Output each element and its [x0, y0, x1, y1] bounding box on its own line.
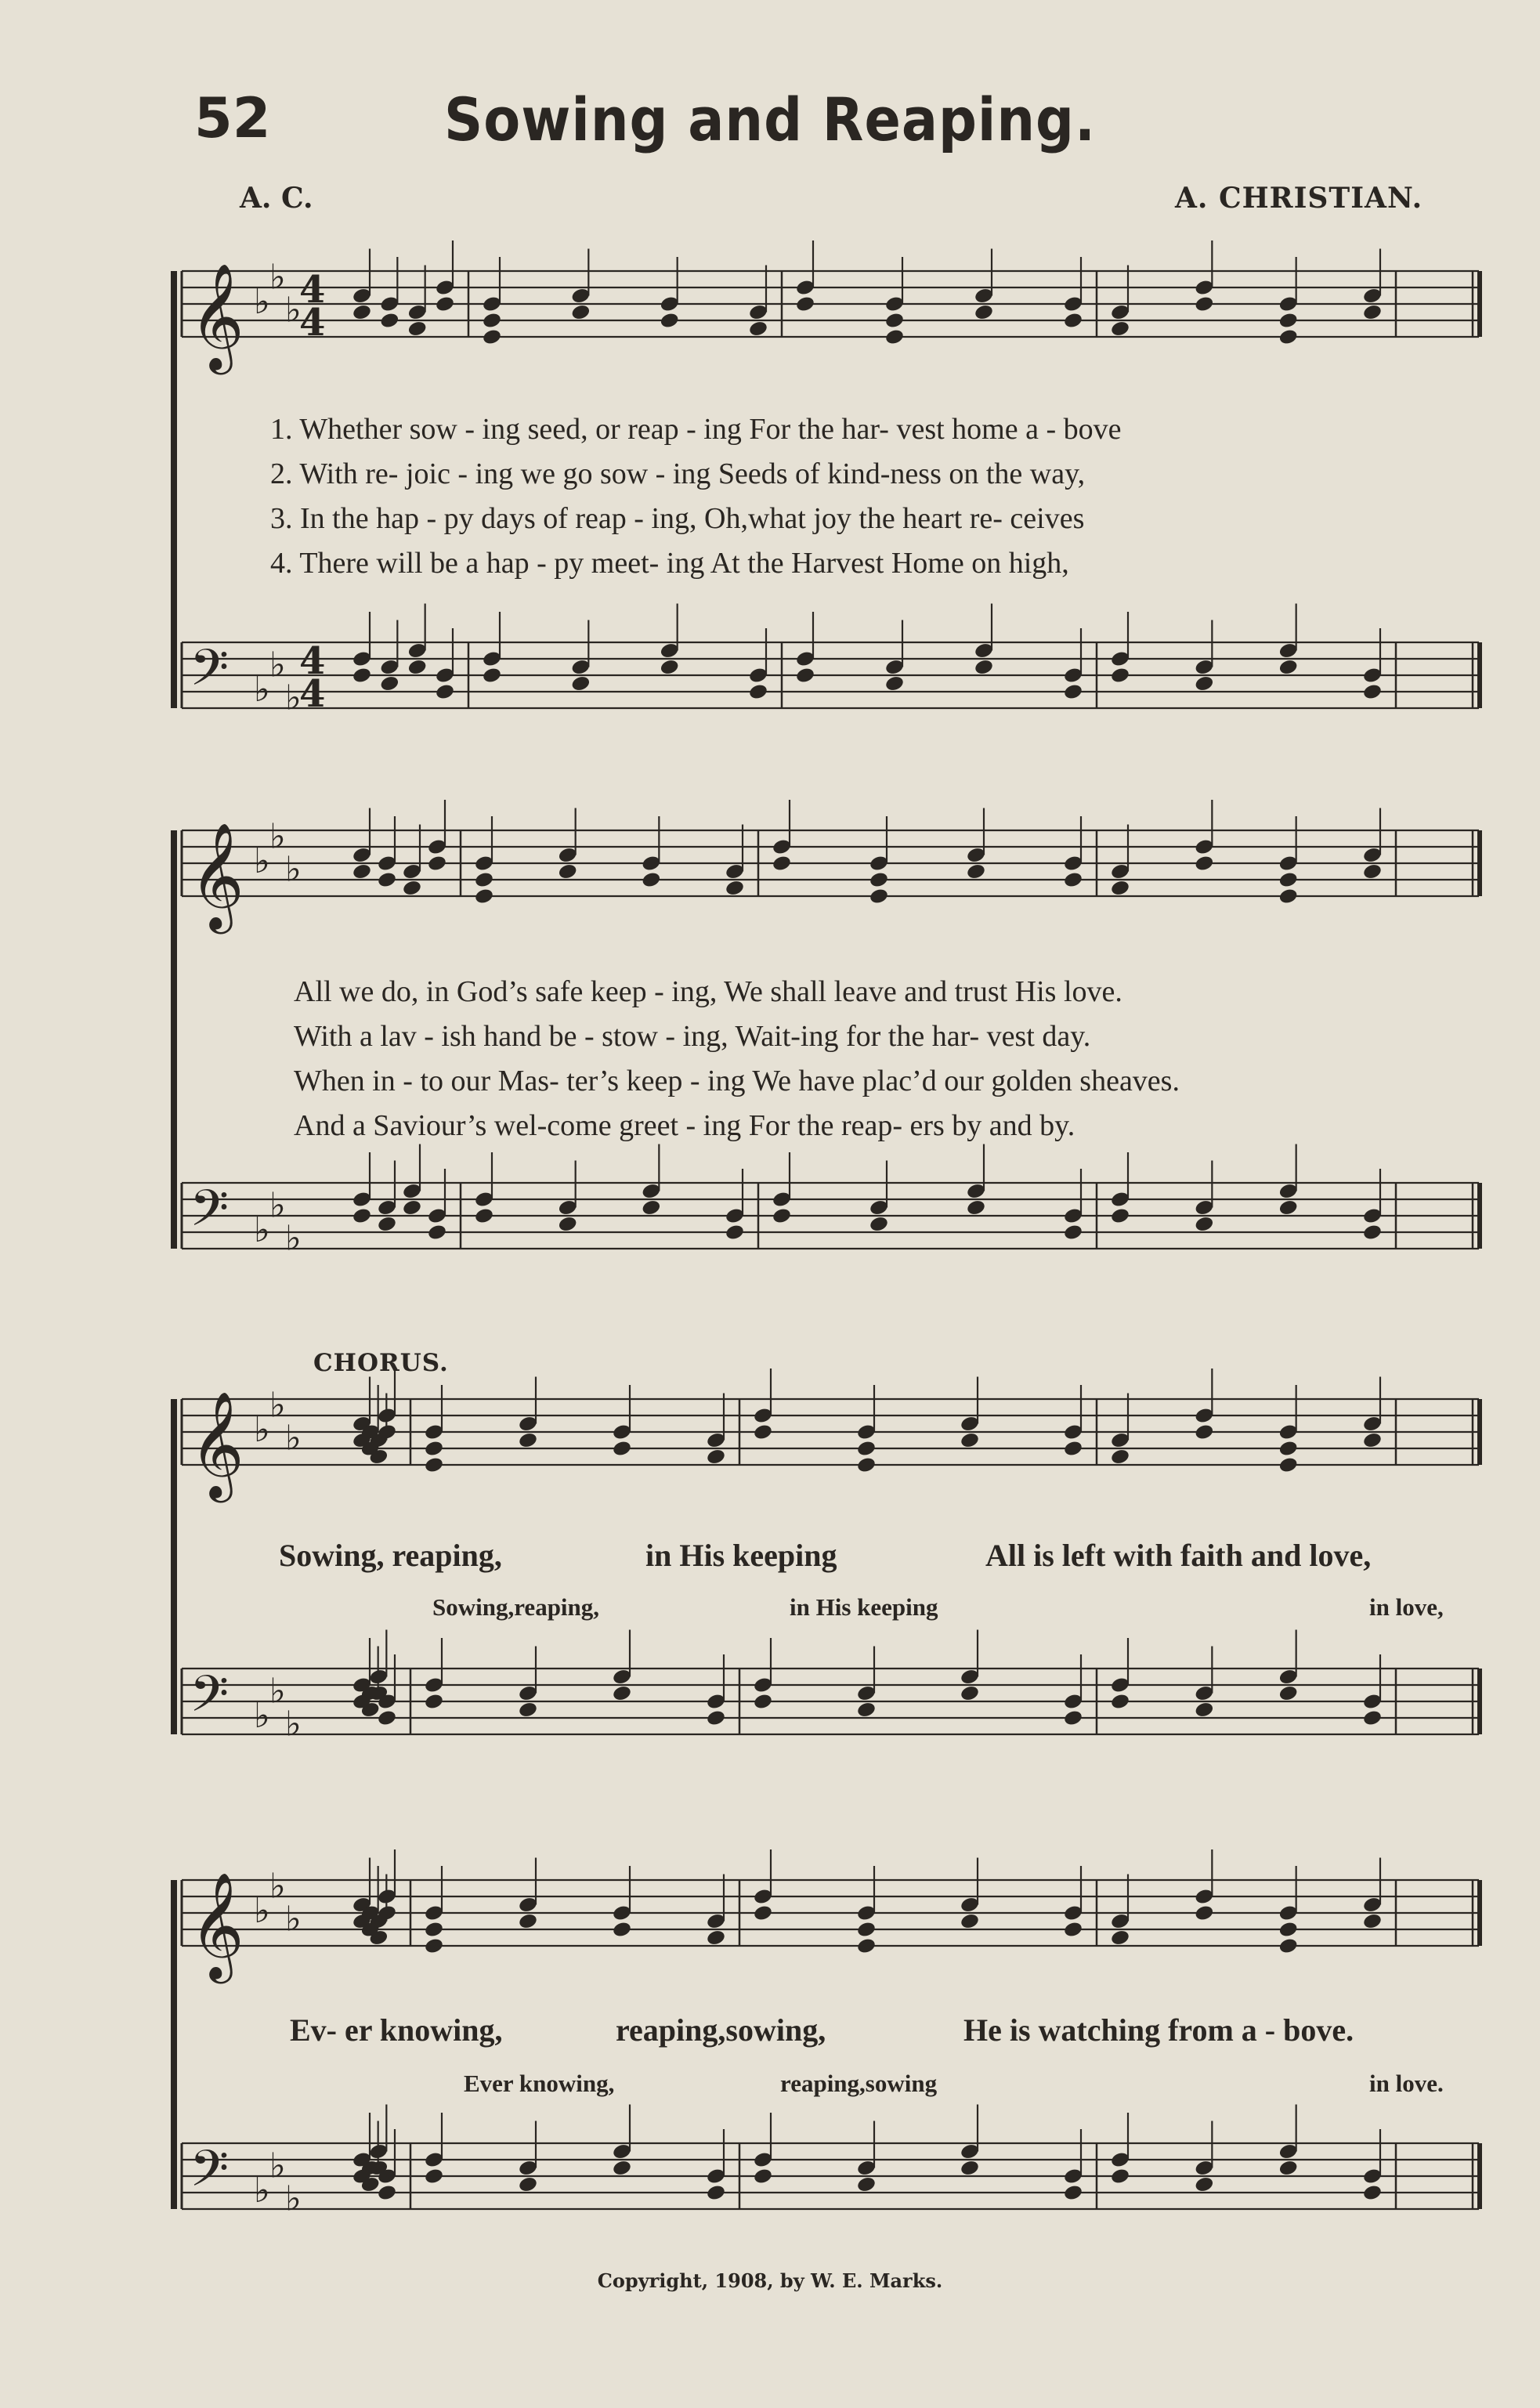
- flat-icon: ♭: [285, 849, 302, 890]
- copyright-notice: Copyright, 1908, by W. E. Marks.: [597, 2269, 943, 2292]
- notehead: [1110, 667, 1130, 685]
- notehead: [869, 1215, 889, 1233]
- verse-4-line-2: And a Saviour’s wel-come greet - ing For the reap- ers by and by.: [294, 1109, 1075, 1142]
- chorus-label: CHORUS.: [313, 1349, 449, 1377]
- notehead: [748, 683, 768, 701]
- notehead: [1362, 1224, 1383, 1242]
- notehead: [772, 855, 792, 873]
- notehead: [1063, 1921, 1083, 1939]
- verse-1-line-2: All we do, in God’s safe keep - ing, We shall leave and trust His love.: [294, 975, 1122, 1008]
- notehead: [435, 295, 455, 313]
- notehead: [725, 879, 745, 897]
- flat-icon: ♭: [254, 2171, 270, 2211]
- bass-clef-icon: 𝄢: [190, 639, 230, 710]
- notehead: [612, 2159, 632, 2177]
- composer-credit: A. CHRISTIAN.: [1175, 182, 1423, 215]
- notehead: [753, 1423, 773, 1441]
- notehead: [518, 1701, 538, 1719]
- flat-icon: ♭: [285, 678, 302, 718]
- notehead: [1110, 1448, 1130, 1466]
- notehead: [518, 1912, 538, 1930]
- verse-4-line-1: 4. There will be a hap - py meet- ing At the Harvest Home on high,: [270, 547, 1069, 580]
- flat-icon: ♭: [285, 1899, 302, 1940]
- treble-clef-icon: 𝄞: [190, 1871, 244, 1979]
- notehead: [856, 2175, 877, 2193]
- chorus-echo-2c: in love.: [1369, 2070, 1444, 2097]
- notehead: [884, 674, 905, 692]
- hymn-title: Sowing and Reaping.: [444, 85, 1096, 154]
- notehead: [706, 1929, 726, 1947]
- system-brace: [171, 830, 177, 1249]
- chorus-lyric-2a: Ev- er knowing,: [290, 2012, 503, 2048]
- notehead: [1278, 1456, 1299, 1474]
- notehead: [1194, 2175, 1214, 2193]
- notehead: [558, 1215, 578, 1233]
- notehead: [435, 683, 455, 701]
- notehead: [474, 888, 494, 906]
- notehead: [753, 2168, 773, 2186]
- chorus-lyric-1a: Sowing, reaping,: [279, 1538, 502, 1573]
- notehead: [570, 303, 591, 321]
- notehead: [379, 312, 399, 330]
- notehead: [884, 328, 905, 346]
- notehead: [1362, 1431, 1383, 1449]
- chorus-echo-2a: Ever knowing,: [464, 2070, 615, 2097]
- verse-3-line-1: 3. In the hap - py days of reap - ing, Oh,what joy the heart re- ceives: [270, 502, 1085, 535]
- notehead: [856, 1937, 877, 1955]
- notehead: [1362, 303, 1383, 321]
- lyricist-credit: A. C.: [240, 182, 313, 215]
- notehead: [377, 871, 397, 889]
- notehead: [1194, 1215, 1214, 1233]
- notehead: [966, 862, 986, 880]
- flat-icon: ♭: [269, 1185, 286, 1226]
- flat-icon: ♭: [285, 1704, 302, 1745]
- notehead: [1362, 683, 1383, 701]
- notehead: [753, 1693, 773, 1711]
- flat-icon: ♭: [269, 2146, 286, 2186]
- chorus-lyric-2c: He is watching from a - bove.: [963, 2012, 1354, 2048]
- notehead: [748, 320, 768, 338]
- notehead: [377, 2184, 397, 2202]
- notehead: [377, 1215, 397, 1233]
- treble-clef-icon: 𝄞: [190, 821, 244, 929]
- notehead: [1278, 2159, 1299, 2177]
- notehead: [518, 1431, 538, 1449]
- system-brace: [171, 271, 177, 708]
- notehead: [424, 1440, 444, 1458]
- notehead: [407, 320, 428, 338]
- final-barline: [1477, 1880, 1482, 1946]
- verse-1-line-1: 1. Whether sow - ing seed, or reap - ing For the har- vest home a - bove: [270, 413, 1122, 446]
- flat-icon: ♭: [254, 1410, 270, 1450]
- flat-icon: ♭: [285, 1218, 302, 1259]
- system-brace: [171, 1399, 177, 1734]
- flat-icon: ♭: [269, 257, 286, 298]
- chorus-lyric-2b: reaping,sowing,: [616, 2012, 826, 2048]
- notehead: [869, 888, 889, 906]
- notehead: [612, 1921, 632, 1939]
- notehead: [402, 1199, 422, 1217]
- notehead: [1194, 1423, 1214, 1441]
- notehead: [772, 1207, 792, 1225]
- flat-icon: ♭: [269, 1385, 286, 1426]
- flat-icon: ♭: [254, 841, 270, 881]
- notehead: [725, 1224, 745, 1242]
- notehead: [424, 1921, 444, 1939]
- verse-3-line-2: When in - to our Mas- ter’s keep - ing We have plac’d our golden sheaves.: [294, 1065, 1180, 1097]
- notehead: [570, 674, 591, 692]
- notehead: [960, 1431, 980, 1449]
- notehead: [612, 1684, 632, 1702]
- notehead: [1362, 2184, 1383, 2202]
- final-barline: [1477, 2143, 1482, 2209]
- notehead: [1110, 879, 1130, 897]
- notehead: [869, 871, 889, 889]
- final-barline: [1477, 642, 1482, 708]
- notehead: [424, 2168, 444, 2186]
- notehead: [482, 667, 502, 685]
- notehead: [1278, 871, 1299, 889]
- system-brace: [171, 1880, 177, 2209]
- notehead: [960, 2159, 980, 2177]
- notehead: [795, 667, 815, 685]
- notehead: [352, 862, 372, 880]
- chorus-lyric-1b: in His keeping: [645, 1538, 837, 1573]
- notehead: [424, 1456, 444, 1474]
- chorus-echo-1c: in love,: [1369, 1593, 1444, 1621]
- chorus-lyric-1c: All is left with faith and love,: [985, 1538, 1372, 1573]
- notehead: [474, 871, 494, 889]
- flat-icon: ♭: [269, 1866, 286, 1907]
- notehead: [1194, 855, 1214, 873]
- notehead: [1063, 683, 1083, 701]
- bass-clef-icon: 𝄢: [190, 2140, 230, 2211]
- verse-2-line-2: With a lav - ish hand be - stow - ing, Wait-ing for the har- vest day.: [294, 1020, 1091, 1053]
- notehead: [1063, 1709, 1083, 1727]
- notehead: [1063, 312, 1083, 330]
- notehead: [482, 328, 502, 346]
- page-number: 52: [194, 86, 271, 150]
- bass-clef-icon: 𝄢: [190, 1180, 230, 1250]
- notehead: [856, 1921, 877, 1939]
- notehead: [1063, 1440, 1083, 1458]
- notehead: [1362, 1912, 1383, 1930]
- flat-icon: ♭: [254, 1210, 270, 1250]
- notehead: [974, 658, 994, 676]
- chorus-echo-2b: reaping,sowing: [780, 2070, 938, 2097]
- notehead: [379, 674, 399, 692]
- notehead: [1278, 1440, 1299, 1458]
- flat-icon: ♭: [285, 290, 302, 331]
- notehead: [407, 658, 428, 676]
- notehead: [482, 312, 502, 330]
- notehead: [1110, 1207, 1130, 1225]
- notehead: [1194, 1701, 1214, 1719]
- notehead: [753, 1904, 773, 1922]
- verse-2-line-1: 2. With re- joic - ing we go sow - ing Seeds of kind-ness on the way,: [270, 457, 1086, 490]
- notehead: [706, 2184, 726, 2202]
- notehead: [352, 667, 372, 685]
- time-signature-top: 4: [299, 268, 326, 312]
- notehead: [518, 2175, 538, 2193]
- notehead: [424, 1693, 444, 1711]
- notehead: [1110, 1693, 1130, 1711]
- flat-icon: ♭: [285, 2178, 302, 2219]
- notehead: [706, 1448, 726, 1466]
- notehead: [474, 1207, 494, 1225]
- notehead: [1278, 1921, 1299, 1939]
- notehead: [641, 1199, 661, 1217]
- notehead: [1278, 658, 1299, 676]
- treble-clef-icon: 𝄞: [190, 262, 244, 370]
- notehead: [856, 1440, 877, 1458]
- notehead: [1194, 1904, 1214, 1922]
- flat-icon: ♭: [254, 1891, 270, 1931]
- flat-icon: ♭: [269, 645, 286, 685]
- notehead: [1063, 1224, 1083, 1242]
- notehead: [1278, 1684, 1299, 1702]
- time-signature-bottom: 4: [299, 301, 326, 345]
- notehead: [424, 1937, 444, 1955]
- notehead: [660, 658, 680, 676]
- notehead: [1110, 320, 1130, 338]
- notehead: [1362, 1709, 1383, 1727]
- notehead: [795, 295, 815, 313]
- chorus-echo-1a: Sowing,reaping,: [432, 1593, 600, 1621]
- notehead: [558, 862, 578, 880]
- notehead: [612, 1440, 632, 1458]
- flat-icon: ♭: [254, 282, 270, 322]
- notehead: [1278, 328, 1299, 346]
- time-signature-top: 4: [299, 639, 326, 683]
- notehead: [1278, 312, 1299, 330]
- notehead: [660, 312, 680, 330]
- notehead: [1110, 1929, 1130, 1947]
- notehead: [1278, 1199, 1299, 1217]
- notehead: [1278, 1937, 1299, 1955]
- notehead: [1278, 888, 1299, 906]
- notehead: [1362, 862, 1383, 880]
- notehead: [974, 303, 994, 321]
- verse-lyrics-system-1: [270, 407, 1122, 586]
- notehead: [1063, 2184, 1083, 2202]
- notehead: [1063, 871, 1083, 889]
- flat-icon: ♭: [254, 670, 270, 710]
- flat-icon: ♭: [285, 1418, 302, 1459]
- notehead: [377, 1709, 397, 1727]
- flat-icon: ♭: [254, 1696, 270, 1736]
- bass-clef-icon: 𝄢: [190, 1665, 230, 1736]
- notehead: [966, 1199, 986, 1217]
- final-barline: [1477, 830, 1482, 896]
- notehead: [960, 1684, 980, 1702]
- notehead: [427, 855, 447, 873]
- notehead: [960, 1912, 980, 1930]
- notehead: [884, 312, 905, 330]
- notehead: [856, 1456, 877, 1474]
- final-barline: [1477, 1399, 1482, 1465]
- verse-lyrics-system-2: [294, 970, 1180, 1148]
- time-signature-bottom: 4: [299, 672, 326, 716]
- final-barline: [1477, 271, 1482, 337]
- notehead: [1110, 2168, 1130, 2186]
- chorus-echo-1b: in His keeping: [790, 1593, 938, 1621]
- notehead: [427, 1224, 447, 1242]
- notehead: [706, 1709, 726, 1727]
- flat-icon: ♭: [269, 1671, 286, 1712]
- notehead: [856, 1701, 877, 1719]
- notehead: [352, 303, 372, 321]
- notehead: [352, 1207, 372, 1225]
- final-barline: [1477, 1183, 1482, 1249]
- notehead: [1194, 295, 1214, 313]
- notehead: [402, 879, 422, 897]
- notehead: [1194, 674, 1214, 692]
- notehead: [641, 871, 661, 889]
- flat-icon: ♭: [269, 816, 286, 857]
- final-barline: [1477, 1669, 1482, 1734]
- treble-clef-icon: 𝄞: [190, 1390, 244, 1498]
